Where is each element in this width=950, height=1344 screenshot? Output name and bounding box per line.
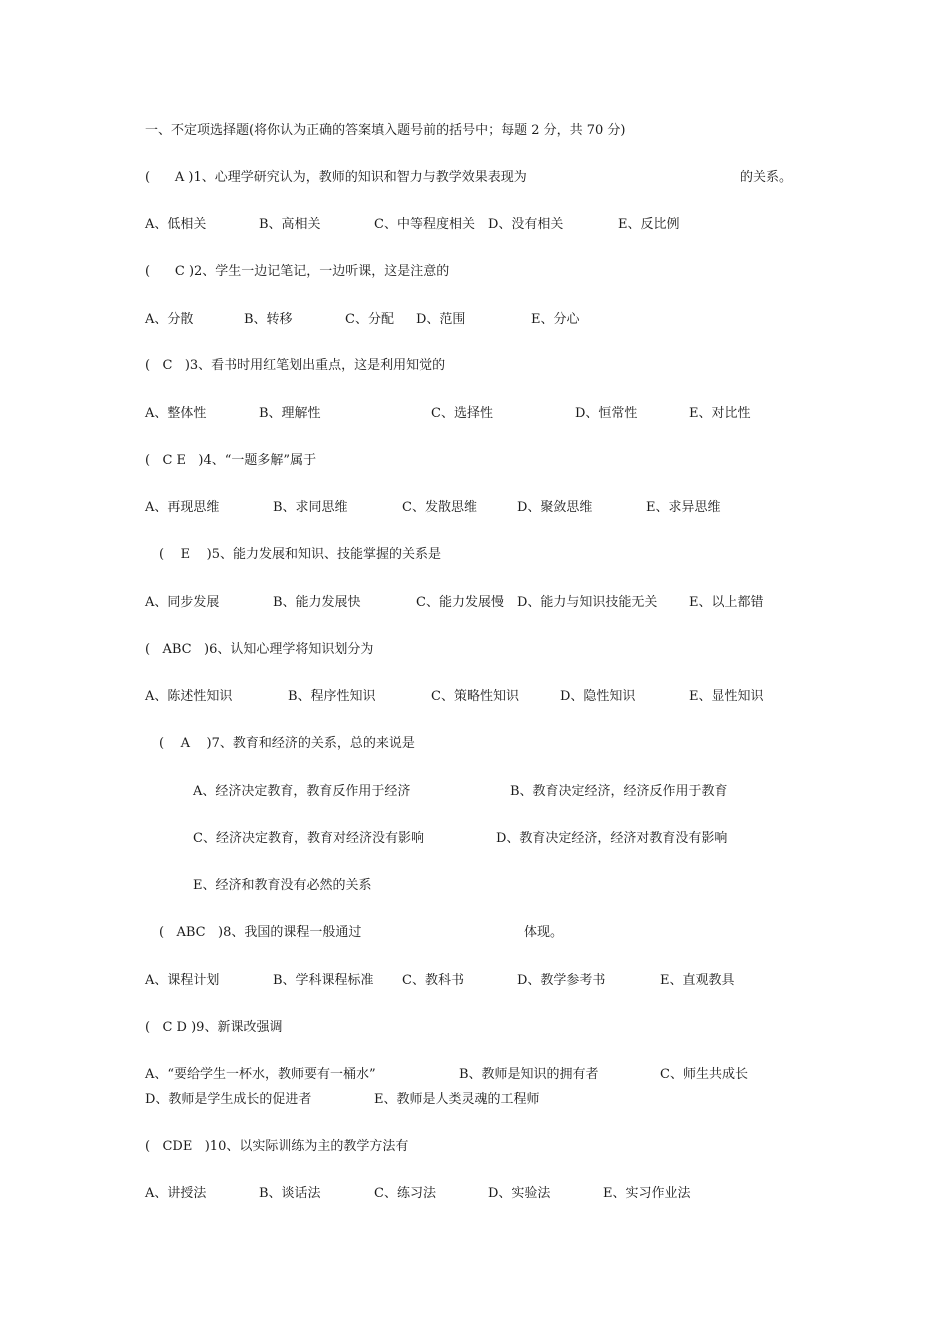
option-d: D、教育决定经济，经济对教育没有影响 bbox=[496, 831, 728, 846]
question-9-stem: ( C D )9、新课改强调 bbox=[145, 1020, 283, 1035]
option-e: E、对比性 bbox=[689, 406, 751, 421]
option-a: A、陈述性知识 bbox=[145, 689, 233, 704]
question-8-stem-tail: 体现。 bbox=[524, 925, 564, 940]
option-e: E、分心 bbox=[531, 312, 580, 327]
option-e: E、反比例 bbox=[618, 217, 680, 232]
question-4-stem: ( C E )4、“一题多解”属于 bbox=[145, 453, 317, 468]
option-c: C、分配 bbox=[345, 312, 394, 327]
section-header: 一、不定项选择题(将你认为正确的答案填入题号前的括号中；每题 2 分，共 70 分) bbox=[145, 123, 626, 138]
option-b: B、教育决定经济，经济反作用于教育 bbox=[510, 784, 728, 799]
option-c: C、经济决定教育，教育对经济没有影响 bbox=[193, 831, 424, 846]
question-10-options bbox=[0, 1184, 950, 1204]
option-b: B、高相关 bbox=[259, 217, 321, 232]
option-a: A、“要给学生一杯水，教师要有一桶水” bbox=[145, 1067, 376, 1082]
option-e: E、经济和教育没有必然的关系 bbox=[193, 878, 372, 893]
option-c: C、发散思维 bbox=[402, 500, 477, 515]
option-c: C、练习法 bbox=[374, 1186, 436, 1201]
question-1-stem-tail: 的关系。 bbox=[740, 170, 793, 185]
question-3-options bbox=[0, 404, 950, 424]
option-a: A、低相关 bbox=[145, 217, 207, 232]
question-6-stem: ( ABC )6、认知心理学将知识划分为 bbox=[145, 642, 374, 657]
option-e: E、教师是人类灵魂的工程师 bbox=[374, 1092, 540, 1107]
option-c: C、教科书 bbox=[402, 973, 464, 988]
question-7-options-row-3 bbox=[0, 876, 950, 896]
option-e: E、求异思维 bbox=[646, 500, 721, 515]
question-10-stem: ( CDE )10、以实际训练为主的教学方法有 bbox=[145, 1139, 409, 1154]
option-d: D、教学参考书 bbox=[517, 973, 606, 988]
option-a: A、整体性 bbox=[145, 406, 207, 421]
question-8-options bbox=[0, 971, 950, 991]
option-a: A、经济决定教育，教育反作用于经济 bbox=[193, 784, 411, 799]
question-8-stem: ( ABC )8、我国的课程一般通过 体现。 bbox=[0, 923, 950, 943]
question-9-options-row-2 bbox=[0, 1090, 950, 1110]
question-5-stem: ( E )5、能力发展和知识、技能掌握的关系是 bbox=[159, 547, 441, 562]
option-b: B、求同思维 bbox=[273, 500, 348, 515]
option-c: C、选择性 bbox=[431, 406, 493, 421]
option-e: E、实习作业法 bbox=[603, 1186, 691, 1201]
option-a: A、讲授法 bbox=[145, 1186, 207, 1201]
question-1-stem: ( A )1、心理学研究认为，教师的知识和智力与教学效果表现为 的关系。 bbox=[0, 168, 950, 188]
question-3-stem: ( C )3、看书时用红笔划出重点，这是利用知觉的 bbox=[145, 358, 446, 373]
option-d: D、聚敛思维 bbox=[517, 500, 593, 515]
question-7-options-row-2 bbox=[0, 829, 950, 849]
option-d: D、没有相关 bbox=[488, 217, 564, 232]
question-4-options bbox=[0, 498, 950, 518]
option-e: E、显性知识 bbox=[689, 689, 764, 704]
option-b: B、理解性 bbox=[259, 406, 321, 421]
option-d: D、实验法 bbox=[488, 1186, 551, 1201]
option-e: E、以上都错 bbox=[689, 595, 764, 610]
option-c: C、策略性知识 bbox=[431, 689, 519, 704]
option-a: A、再现思维 bbox=[145, 500, 220, 515]
option-b: B、谈话法 bbox=[259, 1186, 321, 1201]
option-b: B、转移 bbox=[244, 312, 293, 327]
option-b: B、教师是知识的拥有者 bbox=[459, 1067, 599, 1082]
question-7-stem: ( A )7、教育和经济的关系，总的来说是 bbox=[159, 736, 415, 751]
option-a: A、课程计划 bbox=[145, 973, 220, 988]
option-b: B、能力发展快 bbox=[273, 595, 361, 610]
option-a: A、分散 bbox=[145, 312, 194, 327]
option-d: D、恒常性 bbox=[575, 406, 638, 421]
question-1-options bbox=[0, 215, 950, 235]
question-2-options bbox=[0, 310, 950, 330]
question-6-options bbox=[0, 687, 950, 707]
option-b: B、程序性知识 bbox=[288, 689, 376, 704]
option-c: C、师生共成长 bbox=[660, 1067, 748, 1082]
option-d: D、范围 bbox=[416, 312, 466, 327]
option-c: C、中等程度相关 bbox=[374, 217, 475, 232]
question-5-options bbox=[0, 593, 950, 613]
option-c: C、能力发展慢 bbox=[416, 595, 504, 610]
question-7-options-row-1 bbox=[0, 782, 950, 802]
option-e: E、直观教具 bbox=[660, 973, 735, 988]
option-b: B、学科课程标准 bbox=[273, 973, 374, 988]
option-d: D、隐性知识 bbox=[560, 689, 636, 704]
question-2-stem: ( C )2、学生一边记笔记，一边听课，这是注意的 bbox=[145, 264, 450, 279]
option-d: D、教师是学生成长的促进者 bbox=[145, 1092, 312, 1107]
option-a: A、同步发展 bbox=[145, 595, 220, 610]
option-d: D、能力与知识技能无关 bbox=[517, 595, 658, 610]
question-9-options-row-1 bbox=[0, 1065, 950, 1085]
